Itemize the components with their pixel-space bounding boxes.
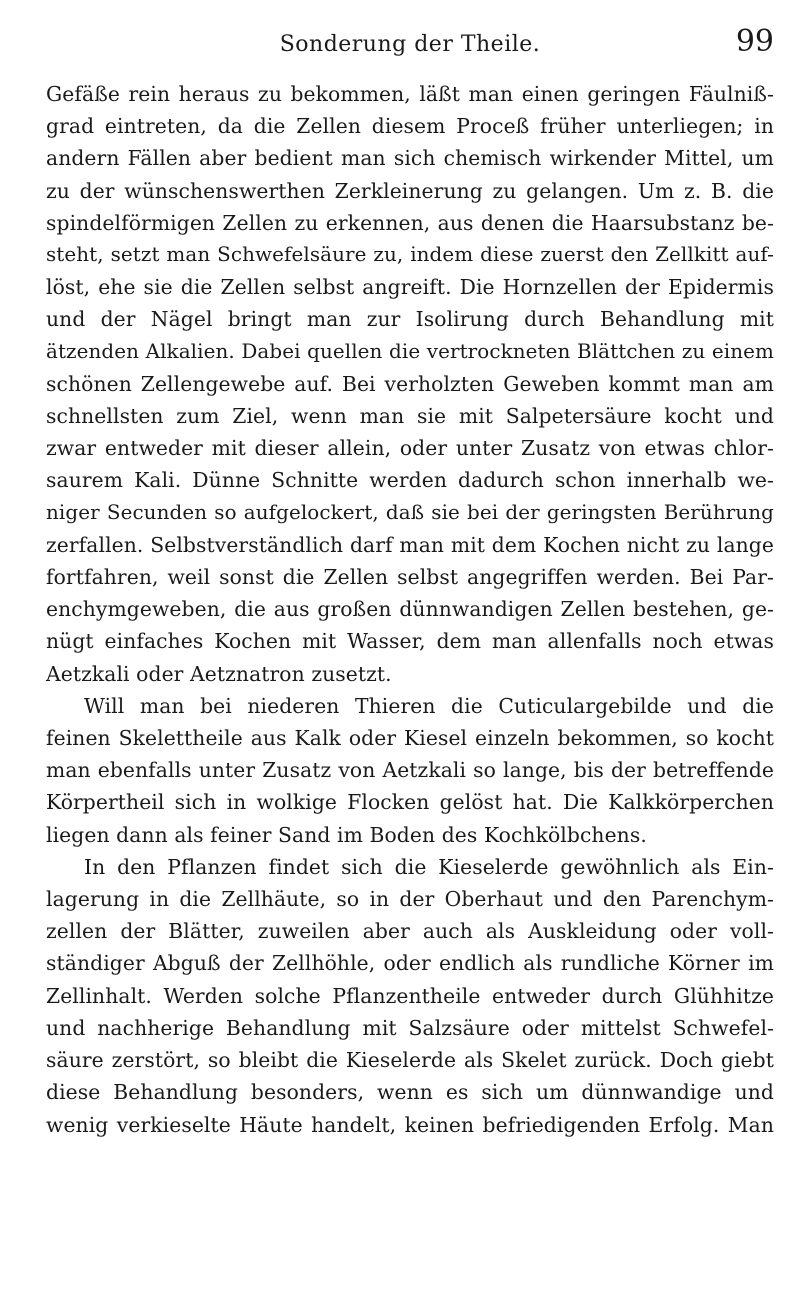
running-head bbox=[46, 22, 774, 62]
text-line: säure zerstört, so bleibt die Kieselerde als Skelet zurück. Doch giebt bbox=[46, 1048, 774, 1073]
text-line: löst, ehe sie die Zellen selbst angreift. Die Hornzellen der Epidermis bbox=[46, 275, 774, 300]
running-title: Sonderung der Theile. bbox=[279, 32, 541, 57]
text-line: zellen der Blätter, zuweilen aber auch als Auskleidung oder voll- bbox=[46, 919, 774, 944]
text-line: diese Behandlung besonders, wenn es sich um dünnwandige und bbox=[46, 1080, 774, 1105]
text-line: In den Pflanzen findet sich die Kieselerde gewöhnlich als Ein- bbox=[84, 854, 774, 879]
text-line: spindelförmigen Zellen zu erkennen, aus denen die Haarsubstanz be- bbox=[46, 210, 774, 235]
text-line: enchymgeweben, die aus großen dünnwandigen Zellen bestehen, ge- bbox=[46, 597, 774, 622]
text-line: ständiger Abguß der Zellhöhle, oder endlich als rundliche Körner im bbox=[46, 951, 774, 976]
text-line: feinen Skelettheile aus Kalk oder Kiesel einzeln bekommen, so kocht bbox=[46, 726, 774, 751]
text-line: steht, setzt man Schwefelsäure zu, indem diese zuerst den Zellkitt auf- bbox=[46, 243, 774, 267]
text-line: zu der wünschenswerthen Zerkleinerung zu gelangen. Um z. B. die bbox=[46, 178, 774, 203]
body-text bbox=[46, 78, 774, 1141]
text-line: Gefäße rein heraus zu bekommen, läßt man einen geringen Fäulniß- bbox=[46, 82, 774, 106]
text-line: man ebenfalls unter Zusatz von Aetzkali so lange, bis der betreffende bbox=[46, 758, 774, 783]
text-line: grad eintreten, da die Zellen diesem Proceß früher unterliegen; in bbox=[46, 114, 774, 139]
text-line: saurem Kali. Dünne Schnitte werden dadurch schon innerhalb we- bbox=[46, 468, 774, 493]
text-line: und der Nägel bringt man zur Isolirung durch Behandlung mit bbox=[46, 307, 774, 332]
text-line: Zellinhalt. Werden solche Pflanzentheile entweder durch Glühhitze bbox=[46, 983, 774, 1008]
text-line: ätzenden Alkalien. Dabei quellen die vertrockneten Blättchen zu einem bbox=[46, 339, 774, 363]
text-line: zerfallen. Selbstverständlich darf man mit dem Kochen nicht zu lange bbox=[46, 532, 774, 557]
text-line: wenig verkieselte Häute handelt, keinen befriedigenden Erfolg. Man bbox=[46, 1112, 774, 1137]
text-line: schönen Zellengewebe auf. Bei verholzten Geweben kommt man am bbox=[46, 371, 774, 396]
text-line: Aetzkali oder Aetznatron zusetzt. bbox=[46, 661, 392, 686]
text-line: und nachherige Behandlung mit Salzsäure oder mittelst Schwefel- bbox=[46, 1015, 774, 1040]
text-line: schnellsten zum Ziel, wenn man sie mit Salpetersäure kocht und bbox=[46, 404, 774, 429]
text-line: lagerung in die Zellhäute, so in der Oberhaut und den Parenchym- bbox=[46, 887, 774, 912]
text-line: Will man bei niederen Thieren die Cuticulargebilde und die bbox=[84, 693, 774, 718]
page-number: 99 bbox=[735, 24, 774, 59]
text-line: liegen dann als feiner Sand im Boden des Kochkölbchens. bbox=[46, 822, 647, 847]
text-line: andern Fällen aber bedient man sich chemisch wirkender Mittel, um bbox=[46, 146, 774, 171]
text-line: nügt einfaches Kochen mit Wasser, dem man allenfalls noch etwas bbox=[46, 629, 774, 654]
text-line: fortfahren, weil sonst die Zellen selbst angegriffen werden. Bei Par- bbox=[46, 565, 774, 590]
text-line: niger Secunden so aufgelockert, daß sie bei der geringsten Berührung bbox=[46, 500, 774, 524]
text-line: Körpertheil sich in wolkige Flocken gelöst hat. Die Kalkkörperchen bbox=[46, 790, 774, 815]
text-line: zwar entweder mit dieser allein, oder unter Zusatz von etwas chlor- bbox=[46, 436, 774, 461]
